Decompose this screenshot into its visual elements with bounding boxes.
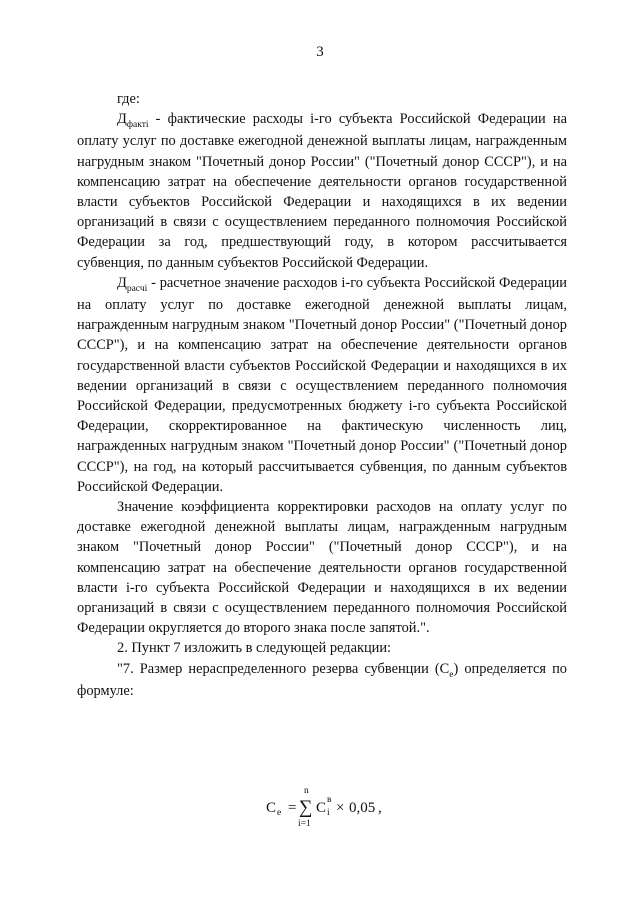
formula-sum-lower: i=1 bbox=[298, 819, 311, 829]
definition-calc-text: - расчетное значение расходов i-го субъекта Российской Федерации на оплату услуг по доставке ежегодной денежной выплаты лицам, награжденным нагрудным знаком "Почетный донор России" ("Почетный донор СССР"), и на компенсацию затрат на обеспечение деятельности органов государственной власти субъектов Российской Федерации и находящихся в их ведении организаций в связи с осуществлением переданного полномочия Российской Федерации, предусмотренных бюджету i-го субъекта Российской Федерации, скорректированное на фактическую численность лиц, награжденных нагрудным знаком "Почетный донор России" ("Почетный донор СССР"), на год, на который рассчитывается субвенция, по данным субъектов Российской Федерации. bbox=[77, 274, 567, 495]
symbol-c-e: $С_е$ bbox=[439, 660, 454, 680]
formula-lhs-sub: е bbox=[277, 808, 282, 818]
formula-sum-upper: n bbox=[304, 786, 309, 796]
formula-term: С bbox=[316, 800, 327, 816]
formula-block bbox=[0, 786, 640, 836]
definition-fact-text: - фактические расходы i-го субъекта Российской Федерации на оплату услуг по доставке ежегодной денежной выплаты лицам, награжденным нагрудным знаком "Почетный донор России" ("Почетный донор СССР"), и на компенсацию затрат на обеспечение деятельности органов государственной власти субъектов Российской Федерации и находящихся в их ведении организаций в связи с осуществлением переданного полномочия Российской Федерации за год, предшествующий году, в котором рассчитывается субвенция, по данным субъектов Российской Федерации. bbox=[77, 111, 567, 271]
formula-coef: 0,05 bbox=[349, 800, 376, 816]
paragraph-item-2: 2. Пункт 7 изложить в следующей редакции: bbox=[117, 640, 392, 657]
definition-fact-expenses bbox=[77, 109, 567, 273]
formula-term-sub: i bbox=[327, 808, 330, 818]
document-body bbox=[77, 89, 567, 701]
where-label: где: bbox=[117, 91, 140, 107]
paragraph-coefficient: Значение коэффициента корректировки расходов на оплату услуг по доставке ежегодной денежной выплаты лицам, награжденным нагрудным знаком "Почетный донор России" ("Почетный донор СССР"), и на компенсацию затрат на обеспечение деятельности органов государственной власти i-го субъекта Российской Федерации и находящихся в их ведении организаций в связи с осуществлением переданного полномочия Российской Федерации округляется до второго знака после запятой.". bbox=[77, 499, 567, 637]
formula-equals: = bbox=[288, 800, 297, 816]
formula-term-sup: в bbox=[327, 795, 332, 805]
symbol-d-calc: $Д_{расчi}$ bbox=[117, 274, 148, 294]
formula-sum-sign: ∑ bbox=[299, 797, 313, 818]
page-number: 3 bbox=[316, 44, 324, 60]
formula-lhs: С bbox=[266, 800, 277, 816]
formula-times: × bbox=[336, 800, 345, 816]
definition-calc-expenses bbox=[77, 273, 567, 497]
formula-comma: , bbox=[378, 800, 382, 816]
paragraph-item-7: "7. Размер нераспределенного резерва субвенции $(С_е)$ определяется по формуле: bbox=[77, 660, 567, 699]
symbol-d-fact: $Д_{фактi}$ bbox=[117, 111, 149, 131]
